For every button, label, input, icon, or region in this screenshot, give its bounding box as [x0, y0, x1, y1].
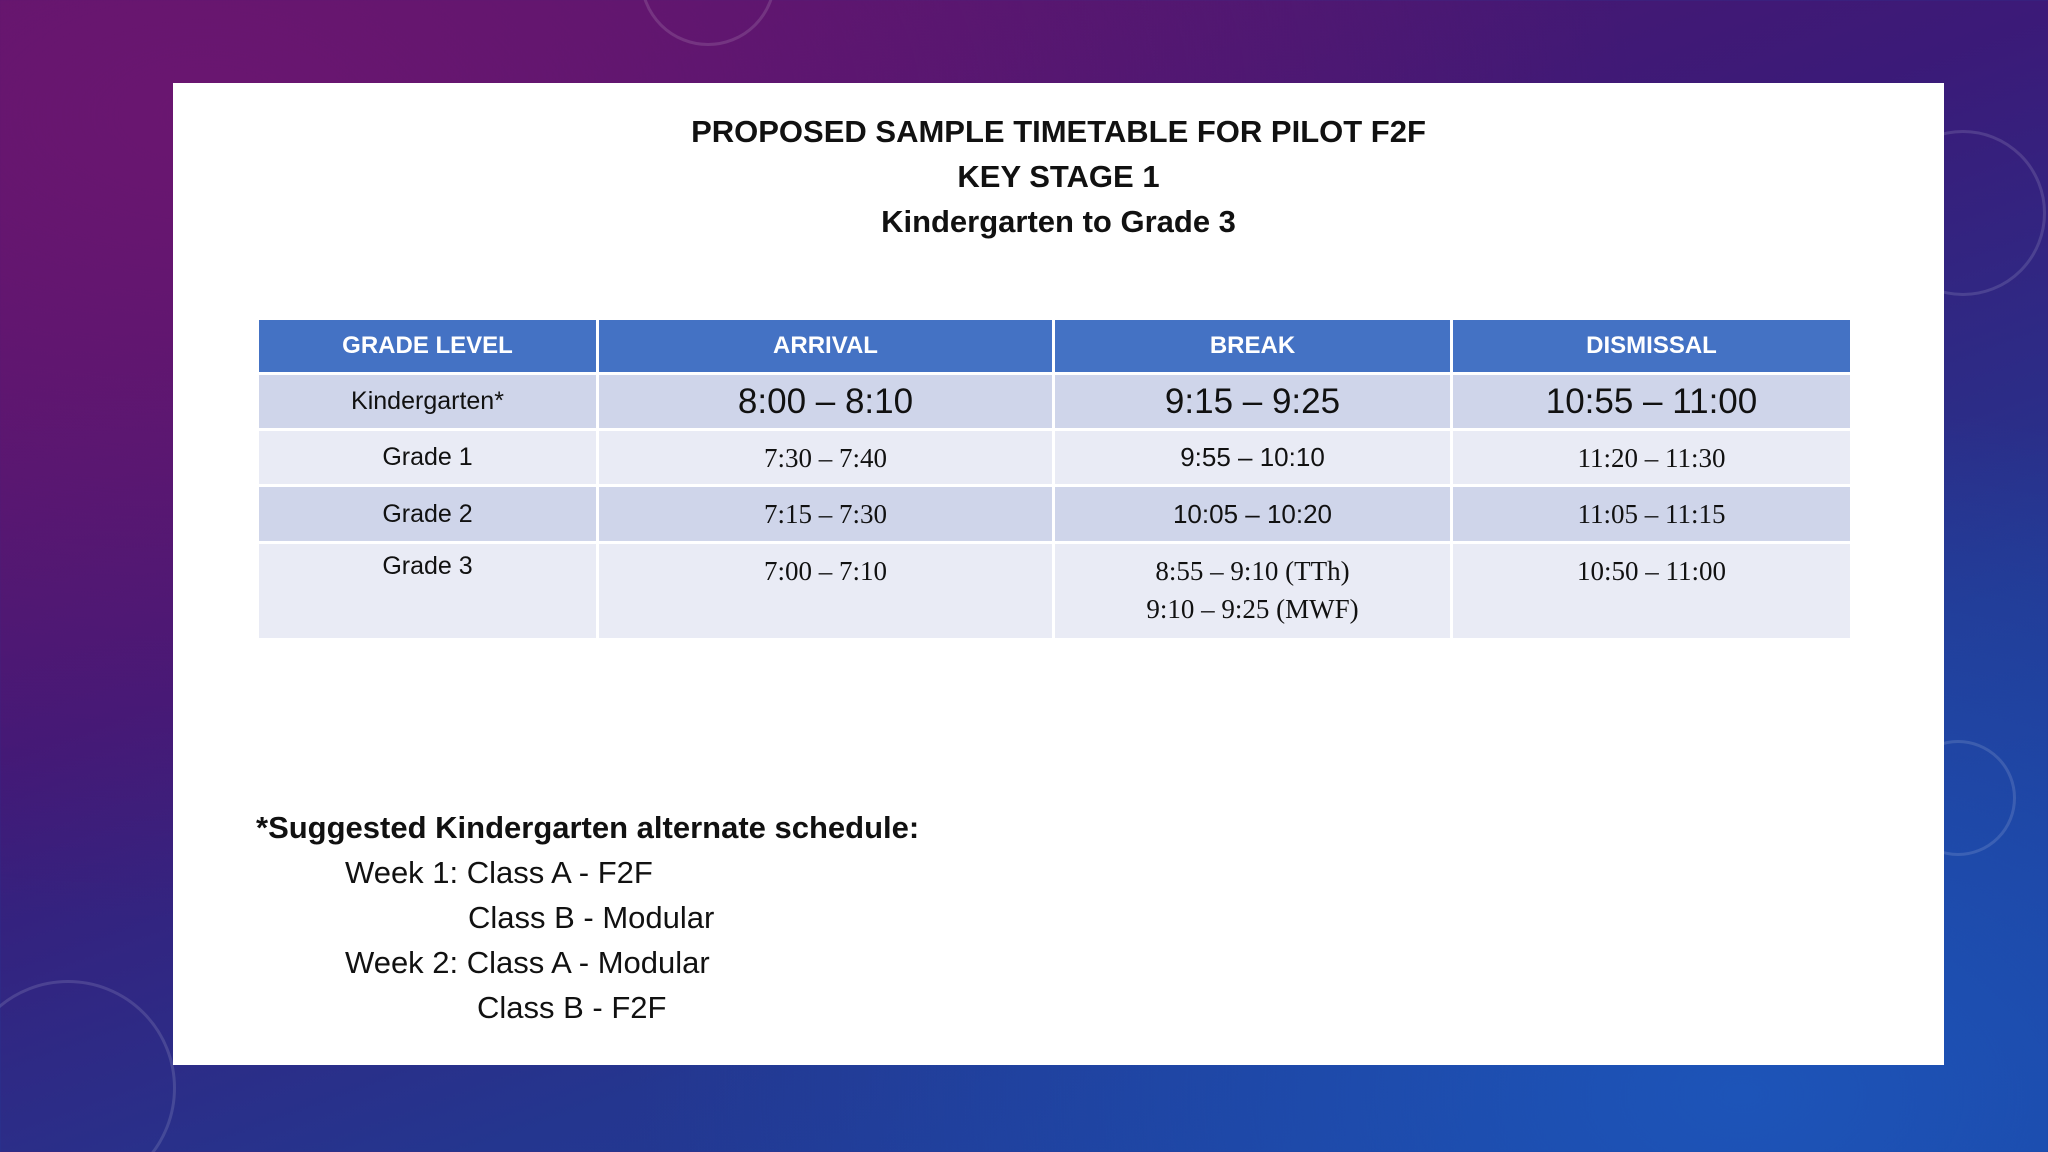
timetable: [256, 317, 1853, 641]
cell-dismissal: 10:50 – 11:00: [1452, 543, 1852, 640]
note-line: Class B - F2F: [477, 990, 667, 1025]
cell-grade: Grade 3: [258, 543, 598, 640]
cell-grade: Grade 1: [258, 430, 598, 486]
slide: [173, 83, 1944, 1065]
table-row: [258, 374, 1852, 430]
note-line: Class B - Modular: [468, 900, 715, 935]
note-line: Week 2: Class A - Modular: [345, 945, 710, 980]
table-row: [258, 430, 1852, 486]
cell-break: 9:15 – 9:25: [1054, 374, 1452, 430]
header-break: BREAK: [1054, 319, 1452, 374]
header-dismissal: DISMISSAL: [1452, 319, 1852, 374]
cell-arrival: 8:00 – 8:10: [598, 374, 1054, 430]
note-heading: *Suggested Kindergarten alternate schedule:: [256, 810, 920, 845]
title-line: KEY STAGE 1: [957, 159, 1160, 194]
title-line: Kindergarten to Grade 3: [881, 204, 1236, 239]
background-ring: [640, 0, 776, 46]
cell-break: [1054, 543, 1452, 640]
table-header-row: [258, 319, 1852, 374]
cell-dismissal: 10:55 – 11:00: [1452, 374, 1852, 430]
cell-break: 9:55 – 10:10: [1054, 430, 1452, 486]
table-row: [258, 486, 1852, 543]
cell-arrival: 7:30 – 7:40: [598, 430, 1054, 486]
title-line: PROPOSED SAMPLE TIMETABLE FOR PILOT F2F: [691, 114, 1426, 149]
cell-dismissal: 11:20 – 11:30: [1452, 430, 1852, 486]
break-line: 8:55 – 9:10 (TTh): [1155, 556, 1350, 586]
table-row: [258, 543, 1852, 640]
cell-arrival: 7:00 – 7:10: [598, 543, 1054, 640]
header-grade-level: GRADE LEVEL: [258, 319, 598, 374]
kindergarten-note: [256, 805, 920, 1025]
cell-break: 10:05 – 10:20: [1054, 486, 1452, 543]
note-line: Week 1: Class A - F2F: [345, 855, 653, 890]
cell-grade: Kindergarten*: [258, 374, 598, 430]
header-arrival: ARRIVAL: [598, 319, 1054, 374]
cell-dismissal: 11:05 – 11:15: [1452, 486, 1852, 543]
cell-arrival: 7:15 – 7:30: [598, 486, 1054, 543]
break-line: 9:10 – 9:25 (MWF): [1146, 594, 1359, 624]
background-ring: [0, 980, 176, 1152]
slide-title: [173, 109, 1944, 244]
cell-grade: Grade 2: [258, 486, 598, 543]
